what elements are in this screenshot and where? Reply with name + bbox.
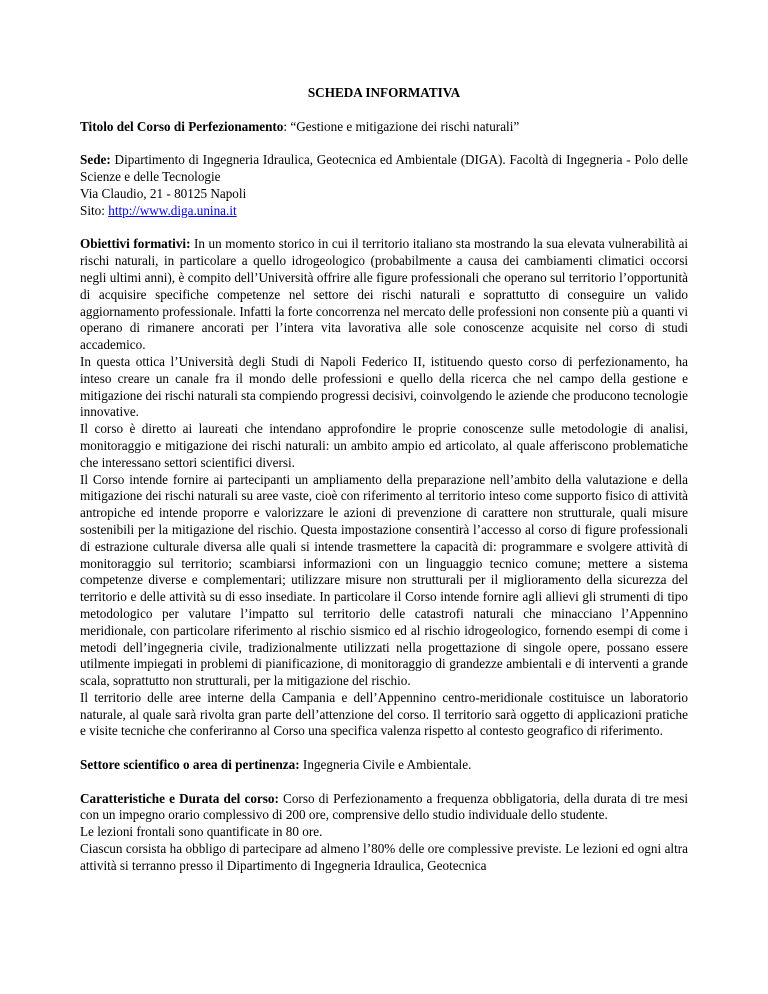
sede-paragraph — [80, 152, 688, 186]
sede-site-line — [80, 203, 688, 220]
course-title-value: : “Gestione e mitigazione dei rischi naturali” — [283, 118, 520, 134]
obiettivi-paragraph-2: In questa ottica l’Università degli Studi di Napoli Federico II, istituendo questo corso di perfezionamento, ha inteso creare un canale fra il mondo delle professioni e quello della ricerca che nel campo della gestione e mitigazione dei rischi naturali sta compiendo progressi decisivi, coinvolgendo le aziende che producono tecnologie innovative. — [80, 353, 688, 420]
sede-section — [80, 152, 688, 219]
caratteristiche-text-1: Corso di Perfezionamento a frequenza obbligatoria, della durata di tre mesi con un impegno orario complessivo di 200 ore, comprensive dello studio individuale dello studente. — [80, 790, 689, 823]
settore-label: Settore scientifico o area di pertinenza: — [80, 757, 300, 773]
caratteristiche-paragraph-3: Ciascun corsista ha obbligo di partecipare ad almeno l’80% delle ore complessive previste. Le lezioni ed ogni altra attività si terranno presso il Dipartimento di Ingegneria Idraulica, Geotecnica — [80, 841, 688, 873]
obiettivi-section — [80, 236, 688, 740]
course-title-label: Titolo del Corso di Perfezionamento — [80, 118, 284, 134]
caratteristiche-section — [80, 791, 688, 875]
obiettivi-paragraph-4: Il Corso intende fornire ai partecipanti un ampliamento della preparazione nell’ambito della valutazione e della mitigazione dei rischi naturali su aree vaste, cioè con riferimento al territorio inteso come supporto fisico di attività antropiche ed intende proporre e valorizzare le azioni di prevenzione di carattere non strutturale, quali misure sostenibili per la mitigazione del rischio. Questa impostazione consentirà l’accesso al corso di figure professionali di estrazione culturale diversa alle quali si intende trasmettere la capacità di: programmare e svolgere attività di monitoraggio sul territorio; scambiarsi informazioni con un linguaggio tecnico comune; mettere a sistema competenze diverse e complementari; utilizzare misure non strutturali per il miglioramento della sicurezza del territorio e delle attività su di esso insediate. In particolare il Corso intende fornire agli allievi gli strumenti di tipo metodologico per valutare l’impatto sul territorio delle catastrofi naturali che minacciano l’Appennino meridionale, con particolare riferimento al rischio sismico ed al rischio idrogeologico, fornendo esempi di come i metodi dell’ingegneria civile, tradizionalmente utilizzati nella progettazione di singole opere, possano essere utilmente impiegati in problemi di pianificazione, di monitoraggio di grandezze ambientali e di interventi a grande scala, soprattutto non strutturali, per la mitigazione del rischio. — [80, 471, 688, 689]
sede-address: Via Claudio, 21 - 80125 Napoli — [80, 185, 247, 201]
course-title-paragraph — [80, 119, 688, 136]
settore-paragraph — [80, 757, 688, 774]
obiettivi-label: Obiettivi formativi: — [80, 236, 191, 252]
obiettivi-text-1: In un momento storico in cui il territorio italiano sta mostrando la sua elevata vulnerabilità ai rischi naturali, in particolare a quello idrogeologico (probabilmente a causa dei cambiamenti climatici occorsi negli ultimi anni), è compito dell’Università offrire alle figure professionali che operano sul territorio l’opportunità di acquisire specifiche competenze nel settore dei rischi naturali e soprattutto di conseguire un valido aggiornamento professionale. Infatti la forte concorrenza nel mercato delle professioni non consente più a quanti vi operano di rimanere ancorati per l’intera vita lavorativa alle sole conoscenze acquisite nel corso di studi accademico. — [80, 236, 688, 353]
caratteristiche-paragraph-2: Le lezioni frontali sono quantificate in 80 ore. — [80, 824, 323, 840]
settore-value: Ingegneria Civile e Ambientale. — [299, 757, 472, 773]
obiettivi-paragraph-5: Il territorio delle aree interne della Campania e dell’Appennino centro-meridionale costituisce un laboratorio naturale, al quale sarà rivolta gran parte dell’attenzione del corso. Il territorio sarà oggetto di applicazioni pratiche e visite tecniche che conferiranno al Corso una specifica valenza rispetto al contesto geografico di riferimento. — [80, 689, 688, 739]
obiettivi-paragraph-3: Il corso è diretto ai laureati che intendano approfondire le proprie conoscenze sulle metodologie di analisi, monitoraggio e mitigazione dei rischi naturali: un ambito ampio ed articolato, al quale afferiscono problematiche che interessano settori scientifici diversi. — [80, 421, 688, 470]
sede-value: Dipartimento di Ingegneria Idraulica, Geotecnica ed Ambientale (DIGA). Facoltà di Ingegneria - Polo delle Scienze e delle Tecnologie — [80, 152, 688, 185]
document-content — [80, 85, 688, 891]
sede-site-label: Sito: — [80, 202, 109, 218]
caratteristiche-label: Caratteristiche e Durata del corso: — [80, 790, 279, 806]
sede-label: Sede: — [80, 152, 111, 168]
caratteristiche-paragraph-1 — [80, 791, 688, 825]
sede-site-link[interactable]: http://www.diga.unina.it — [108, 202, 237, 218]
page-title: SCHEDA INFORMATIVA — [307, 85, 461, 100]
obiettivi-paragraph-1 — [80, 236, 688, 354]
